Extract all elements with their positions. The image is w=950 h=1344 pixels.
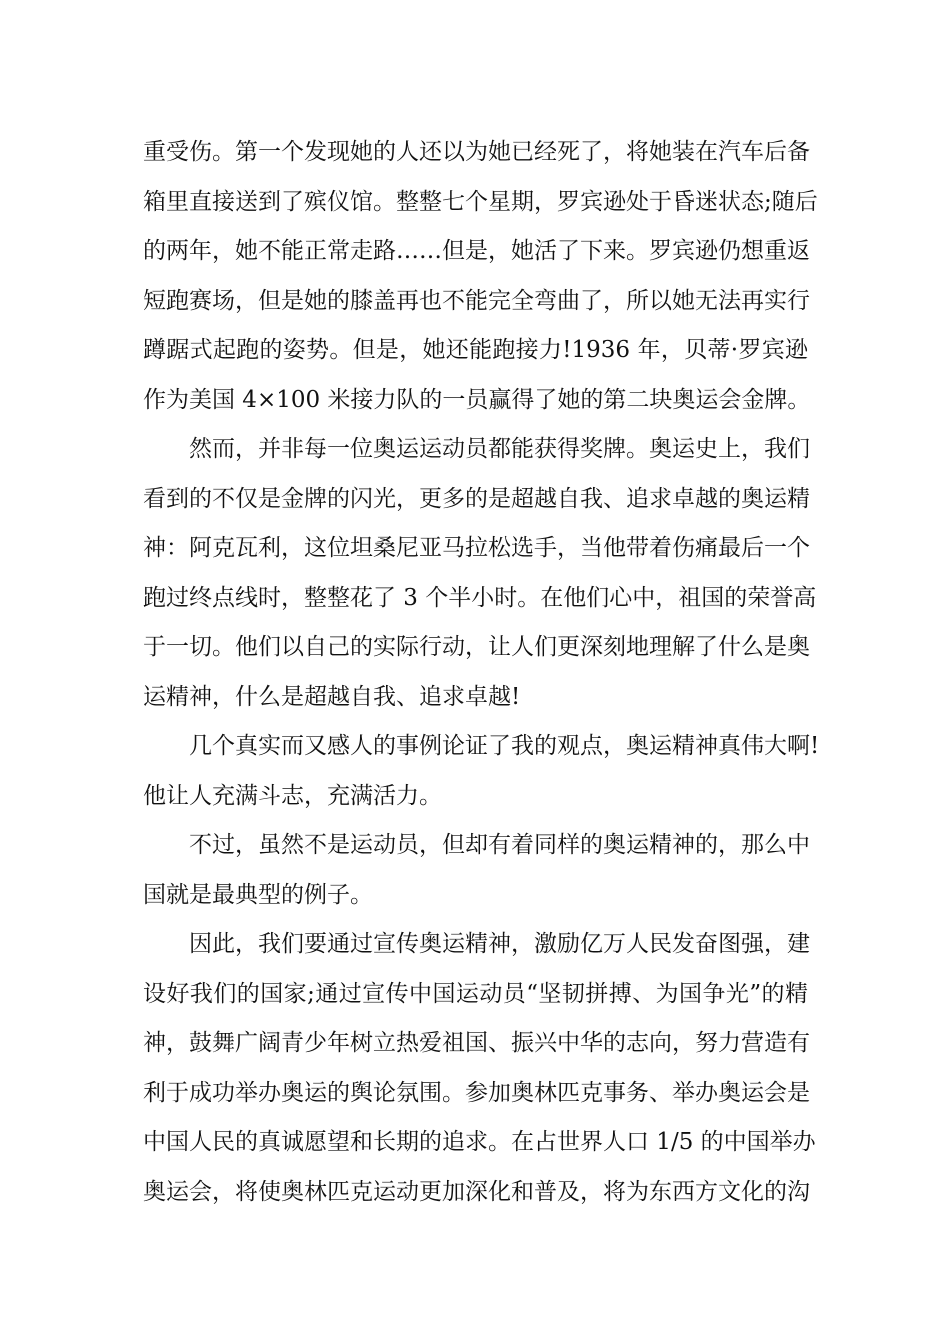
text-line: 然而，并非每一位奥运运动员都能获得奖牌。奥运史上，我们	[189, 436, 810, 462]
text-line: 蹲踞式起跑的姿势。但是，她还能跑接力!1936 年，贝蒂·罗宾逊	[143, 337, 808, 363]
text-line: 利于成功举办奥运的舆论氛围。参加奥林匹克事务、举办奥运会是	[143, 1079, 810, 1106]
text-line: 的两年，她不能正常走路……但是，她活了下来。罗宾逊仍想重返	[143, 238, 810, 264]
text-line: 箱里直接送到了殡仪馆。整整七个星期，罗宾逊处于昏迷状态;随后	[143, 188, 818, 215]
text-line: 几个真实而又感人的事例论证了我的观点，奥运精神真伟大啊!	[189, 733, 820, 759]
text-line: 国就是最典型的例子。	[143, 881, 373, 908]
text-line: 不过，虽然不是运动员，但却有着同样的奥运精神的，那么中	[189, 832, 810, 858]
text-line: 因此，我们要通过宣传奥运精神，激励亿万人民发奋图强，建	[189, 931, 810, 957]
text-line: 跑过终点线时，整整花了 3 个半小时。在他们心中，祖国的荣誉高	[143, 584, 817, 611]
text-line: 于一切。他们以自己的实际行动，让人们更深刻地理解了什么是奥	[143, 634, 810, 660]
text-line: 设好我们的国家;通过宣传中国运动员“坚韧拼搏、为国争光”的精	[143, 980, 808, 1007]
text-line: 短跑赛场，但是她的膝盖再也不能完全弯曲了，所以她无法再实行	[143, 287, 810, 314]
text-line: 运精神，什么是超越自我、追求卓越!	[143, 683, 521, 710]
text-line: 重受伤。第一个发现她的人还以为她已经死了，将她装在汽车后备	[143, 139, 810, 165]
text-line: 他让人充满斗志，充满活力。	[143, 782, 442, 809]
text-line: 作为美国 4×100 米接力队的一员赢得了她的第二块奥运会金牌。	[143, 386, 811, 413]
text-line: 奥运会，将使奥林匹克运动更加深化和普及，将为东西方文化的沟	[143, 1178, 810, 1205]
document-body	[143, 128, 820, 1217]
text-line: 看到的不仅是金牌的闪光，更多的是超越自我、追求卓越的奥运精	[143, 485, 810, 512]
text-line: 神：阿克瓦利，这位坦桑尼亚马拉松选手，当他带着伤痛最后一个	[143, 535, 810, 561]
text-line: 中国人民的真诚愿望和长期的追求。在占世界人口 1/5 的中国举办	[143, 1129, 816, 1155]
text-line: 神，鼓舞广阔青少年树立热爱祖国、振兴中华的志向，努力营造有	[143, 1030, 810, 1056]
